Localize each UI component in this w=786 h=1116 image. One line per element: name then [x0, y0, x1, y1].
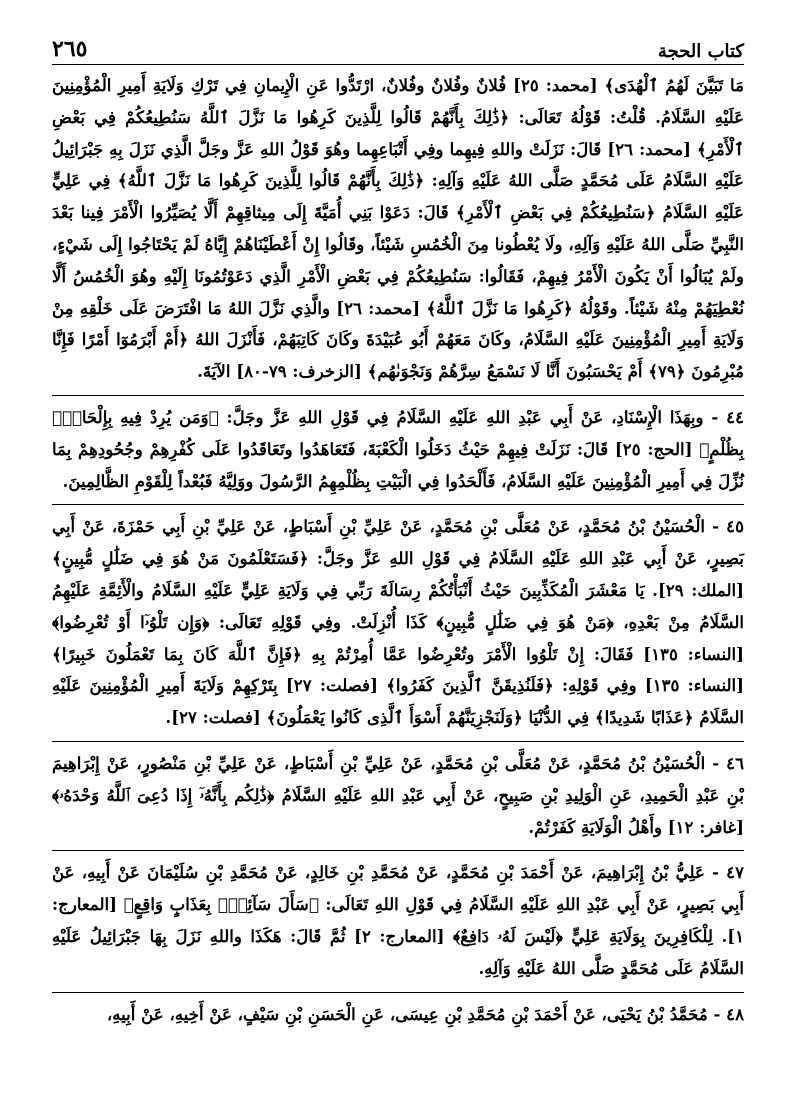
book-title: كتاب الحجة — [657, 41, 744, 62]
hadith-47: ٤٧ - عَلِيُّ بْنُ إِبْرَاهِيمَ، عَنْ أَحْمَدَ بْنِ مُحَمَّدٍ، عَنْ مُحَمَّدِ بْنِ خَالِدٍ، عَنْ مُحَمَّدِ بْنِ سُلَيْمَانَ عَنْ أَبِيهِ، عَنْ أَبِي بَصِيرٍ، عَنْ أَبِي عَبْدِ اللهِ عَلَيْهِ السَّلَامُ فِي قَوْلِ اللهِ تَعَالَى: ﴿سَأَلَ سَآئِلٌۢ بِعَذَابٍ وَاقِعٍ﴾ [المعارج: ١]. لِلْكَافِرِينَ بِوَلَايَةِ عَلِيٍّ ﴿لَيْسَ لَهُۥ دَافِعٌ﴾ [المعارج: ٢] ثُمَّ قَالَ: هَكَذَا واللهِ نَزَلَ بِهَا جَبْرَائِيلُ عَلَيْهِ السَّلَامُ عَلَى مُحَمَّدٍ صَلَّى اللهُ عَلَيْهِ وَآلِهِ. — [52, 850, 744, 991]
page-header — [52, 28, 744, 62]
page-number: ٢٦٥ — [52, 36, 88, 62]
paragraph-continuation: مَا تَبَيَّنَ لَهُمُ ٱلْهُدَى﴾ [محمد: ٢٥] فُلانٌ وفُلانٌ وفُلانٌ، ارْتَدُّوا عَنِ الْإِيمانِ فِي تَرْكِ وَلَايَةِ أَمِيرِ الْمُؤْمِنِينَ عَلَيْهِ السَّلَامُ. قُلْتُ: قَوْلُهُ تَعَالَى: ﴿ذَٰلِكَ بِأَنَّهُمْ قَالُوا لِلَّذِينَ كَرِهُوا مَا نَزَّلَ ٱللَّهُ سَنُطِيعُكُمْ فِي بَعْضِ ٱلْأَمْرِ﴾ [محمد: ٢٦] قَالَ: نَزَلَتْ واللهِ فِيهِما وفِي أَتْبَاعِهِما وهُوَ قَوْلُ اللهِ عَزَّ وجَلَّ الَّذِي نَزَلَ بِهِ جَبْرَائِيلُ عَلَيْهِ السَّلَامُ عَلَى مُحَمَّدٍ صَلَّى اللهُ عَلَيْهِ وَآلِهِ: ﴿ذَٰلِكَ بِأَنَّهُمْ قَالُوا لِلَّذِينَ كَرِهُوا مَا نَزَّلَ ٱللَّهُ﴾ فِي عَلِيٍّ عَلَيْهِ السَّلَامُ ﴿سَنُطِيعُكُمْ فِي بَعْضِ ٱلْأَمْرِ﴾ قَالَ: دَعَوْا بَنِي أُمَيَّةَ إِلَى مِيثاقِهِمْ أَلَّا يُصَيِّرُوا الْأَمْرَ فِينا بَعْدَ النَّبِيِّ صَلَّى اللهُ عَلَيْهِ وَآلِهِ، ولَا يُعْطُونا مِنَ الْخُمُسِ شَيْئاً، وقَالُوا إِنْ أَعْطَيْنَاهُمْ إِيَّاهُ لَمْ يَحْتَاجُوا إِلَى شَيْءٍ، ولَمْ يُبَالُوا أَنْ يَكُونَ الْأَمْرُ فِيهِمْ، فَقَالُوا: سَنُطِيعُكُمْ فِي بَعْضِ الْأَمْرِ الَّذِي دَعَوْتُمُونَا إِلَيْهِ وهُوَ الْخُمُسُ أَلَّا نُعْطِيَهُمْ مِنْهُ شَيْئاً. وقَوْلُهُ ﴿كَرِهُوا مَا نَزَّلَ ٱللَّهُ﴾ [محمد: ٢٦] والَّذِي نَزَّلَ اللهُ مَا افْتَرَضَ عَلَى خَلْقِهِ مِنْ وَلَايَةِ أَمِيرِ الْمُؤْمِنِينَ عَلَيْهِ السَّلَامُ، وكَانَ مَعَهُمْ أَبُو عُبَيْدَةَ وكَانَ كَاتِبَهُمْ، فَأَنْزَلَ اللهُ ﴿أَمْ أَبْرَمُوٓا أَمْرًا فَإِنَّا مُبْرِمُونَ ﴿٧٩﴾ أَمْ يَحْسَبُونَ أَنَّا لَا نَسْمَعُ سِرَّهُمْ وَنَجْوَىٰهُم﴾ [الزخرف: ٧٩-٨٠] الآيَةَ. — [52, 75, 745, 382]
hadith-44: ٤٤ - وبِهَذَا الْإِسْنَادِ، عَنْ أَبِي عَبْدِ اللهِ عَلَيْهِ السَّلَامُ فِي قَوْلِ اللهِ عَزَّ وجَلَّ: ﴿وَمَن يُرِدْ فِيهِ بِإِلْحَادٍۭ بِظُلْمٍ﴾ [الحج: ٢٥] قَالَ: نَزَلَتْ فِيهِمْ حَيْثُ دَخَلُوا الْكَعْبَةَ، فَتَعَاهَدُوا وتَعَاقَدُوا عَلَى كُفْرِهِمْ وجُحُودِهِمْ بِمَا نُزِّلَ فِي أَمِيرِ الْمُؤْمِنِينَ عَلَيْهِ السَّلَامُ، فَأَلْحَدُوا فِي الْبَيْتِ بِظُلْمِهِمُ الرَّسُولَ ووَلِيَّهُ فَبُعْداً لِلْقَوْمِ الظَّالِمِينَ. — [52, 395, 744, 504]
page-body — [52, 70, 744, 1106]
hadith-48: ٤٨ - مُحَمَّدُ بْنُ يَحْيَى، عَنْ أَحْمَدَ بْنِ مُحَمَّدِ بْنِ عِيسَى، عَنِ الْحَسَنِ بْنِ سَيْفٍ، عَنْ أَخِيهِ، عَنْ أَبِيهِ، — [52, 992, 744, 1038]
hadith-46: ٤٦ - الْحُسَيْنُ بْنُ مُحَمَّدٍ، عَنْ مُعَلَّى بْنِ مُحَمَّدٍ، عَنْ عَلِيِّ بْنِ أَسْبَاطٍ، عَنْ عَلِيِّ بْنِ مَنْصُورٍ، عَنْ إِبْرَاهِيمَ بْنِ عَبْدِ الْحَمِيدِ، عَنِ الْوَلِيدِ بْنِ صَبِيحٍ، عَنْ أَبِي عَبْدِ اللهِ عَلَيْهِ السَّلَامُ ﴿ذَٰلِكُم بِأَنَّهُۥٓ إِذَا دُعِىَ ٱللَّهُ وَحْدَهُۥ﴾ [غافر: ١٢] وأَهْلُ الْوَلَايَةِ كَفَرْتُمْ. — [52, 741, 744, 850]
hadith-45: ٤٥ - الْحُسَيْنُ بْنُ مُحَمَّدٍ، عَنْ مُعَلَّى بْنِ مُحَمَّدٍ، عَنْ عَلِيِّ بْنِ أَسْبَاطٍ، عَنْ عَلِيِّ بْنِ أَبِي حَمْزَةَ، عَنْ أَبِي بَصِيرٍ، عَنْ أَبِي عَبْدِ اللهِ عَلَيْهِ السَّلَامُ فِي قَوْلِ اللهِ عَزَّ وجَلَّ: ﴿فَسَتَعْلَمُونَ مَنْ هُوَ فِي ضَلَٰلٍ مُّبِينٍ﴾ [الملك: ٢٩]. يَا مَعْشَرَ الْمُكَذِّبِينَ حَيْثُ أَنْبَأْتُكُمْ رِسَالَةَ رَبِّي فِي وَلَايَةِ عَلِيٍّ عَلَيْهِ السَّلَامُ والْأَئِمَّةِ عَلَيْهِمُ السَّلَامُ مِنْ بَعْدِهِ، ﴿مَنْ هُوَ فِي ضَلَٰلٍ مُّبِينٍ﴾ كَذَا أُنْزِلَتْ. وفِي قَوْلِهِ تَعَالَى: ﴿وَإِن تَلْوُۥٓا أَوْ تُعْرِضُوا﴾ [النساء: ١٣٥] فَقَالَ: إِنْ تَلْوُوا الْأَمْرَ وتُعْرِضُوا عَمَّا أُمِرْتُمْ بِهِ ﴿فَإِنَّ ٱللَّهَ كَانَ بِمَا تَعْمَلُونَ خَبِيرًا﴾ [النساء: ١٣٥] وفِي قَوْلِهِ: ﴿فَلَنُذِيقَنَّ ٱلَّذِينَ كَفَرُوا﴾ [فصلت: ٢٧] بِتَرْكِهِمْ وَلَايَةَ أَمِيرِ الْمُؤْمِنِينَ عَلَيْهِ السَّلَامُ ﴿عَذَابًا شَدِيدًا﴾ فِي الدُّنْيَا ﴿وَلَنَجْزِيَنَّهُمْ أَسْوَأَ ٱلَّذِى كَانُوا يَعْمَلُونَ﴾ [فصلت: ٢٧]. — [52, 504, 744, 741]
header-divider — [52, 64, 744, 65]
